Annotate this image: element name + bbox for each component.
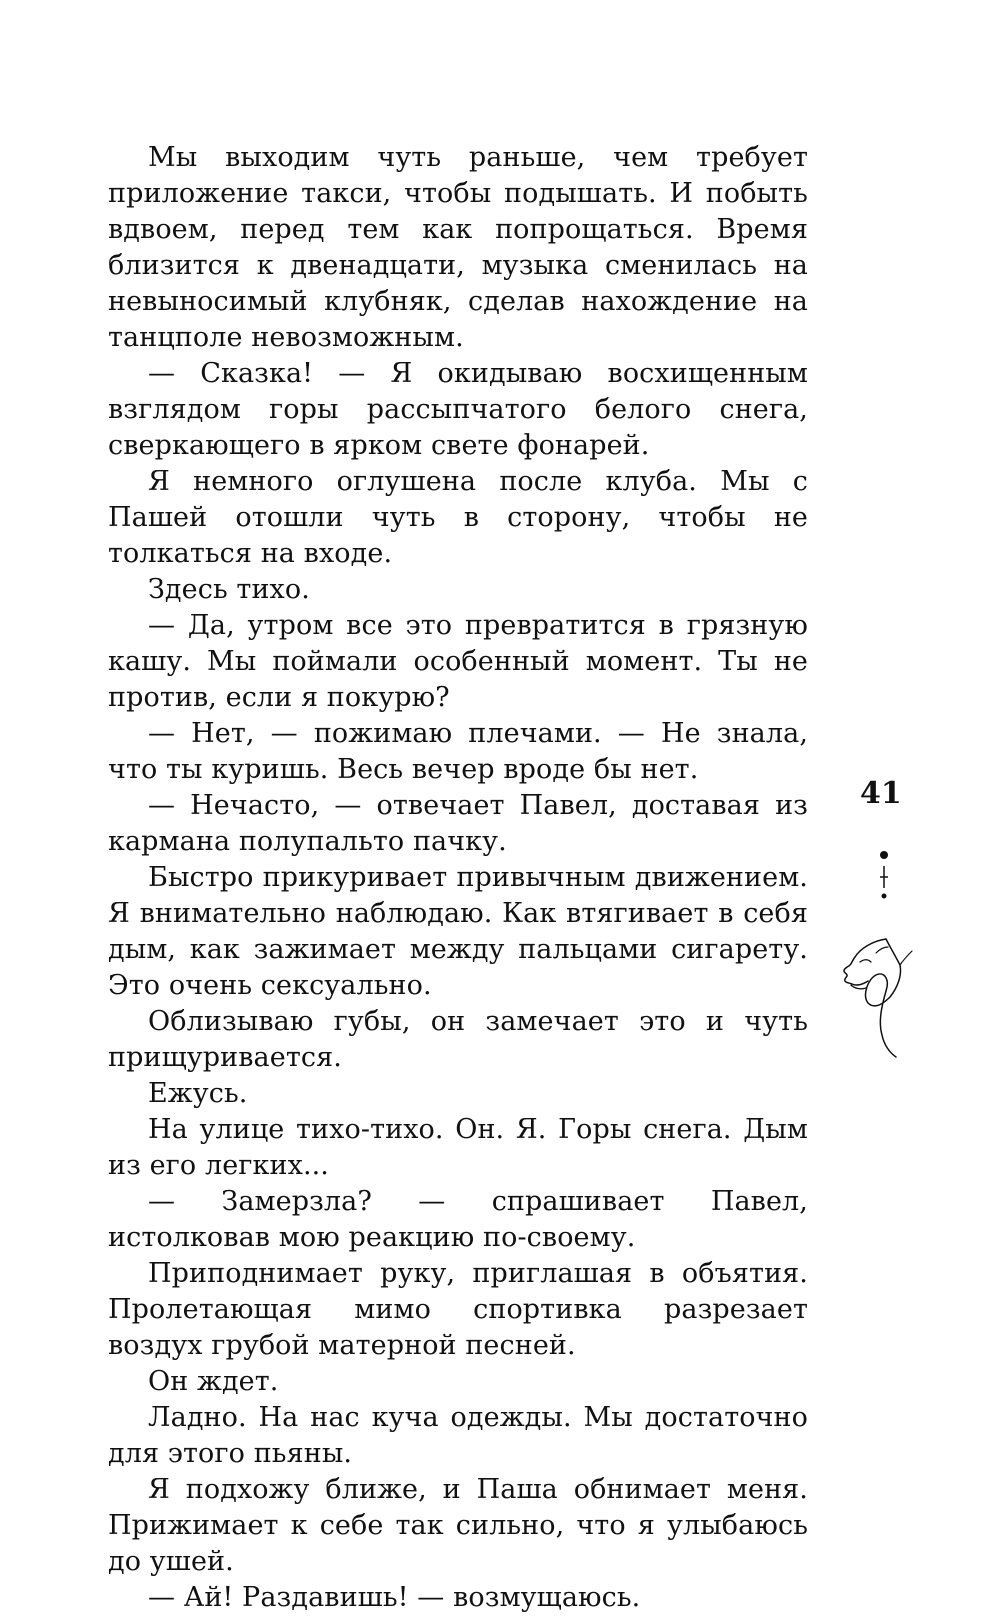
paragraph: — Сказка! — Я окидываю восхищенным взглядом горы рассыпчатого белого снега, сверкающего в ярком свете фонарей.: [108, 358, 808, 461]
page-number: 41: [860, 776, 902, 811]
paragraph: Мы выходим чуть раньше, чем требует приложение такси, чтобы подышать. И побыть вдвоем, перед тем как попрощаться. Время близится к двенадцати, музыка сменилась на невыносимый клубняк, сделав нахождение на танцполе невозможным.: [108, 142, 808, 353]
dot-ornament-icon: [874, 850, 894, 900]
paragraph: — Ай! Раздавишь! — возмущаюсь.: [148, 1582, 641, 1613]
paragraph: Облизываю губы, он замечает это и чуть прищуривается.: [108, 1006, 808, 1073]
paragraph: — Замерзла? — спрашивает Павел, истолковав мою реакцию по-своему.: [108, 1186, 808, 1253]
paragraph: — Нечасто, — отвечает Павел, доставая из кармана полупальто пачку.: [108, 790, 808, 857]
paragraph: Ежусь.: [148, 1078, 248, 1109]
paragraph: Здесь тихо.: [148, 574, 310, 605]
paragraph: Приподнимает руку, приглашая в объятия. Пролетающая мимо спортивка разрезает воздух грубой матерной песней.: [108, 1258, 808, 1361]
paragraph: — Нет, — пожимаю плечами. — Не знала, что ты куришь. Весь вечер вроде бы нет.: [108, 718, 808, 785]
body-text: [108, 140, 808, 1616]
paragraph: Я подхожу ближе, и Паша обнимает меня. Прижимает к себе так сильно, что я улыбаюсь до ушей.: [108, 1474, 808, 1577]
paragraph: Ладно. На нас куча одежды. Мы достаточно для этого пьяны.: [108, 1402, 808, 1469]
paragraph: На улице тихо-тихо. Он. Я. Горы снега. Дым из его легких...: [108, 1114, 808, 1181]
paragraph: Быстро прикуривает привычным движением. Я внимательно наблюдаю. Как втягивает в себя дым, как зажимает между пальцами сигарету. Это очень сексуально.: [108, 862, 808, 1001]
paragraph: Я немного оглушена после клуба. Мы с Пашей отошли чуть в сторону, чтобы не толкаться на входе.: [108, 466, 808, 569]
paragraph: Он ждет.: [148, 1366, 279, 1397]
paragraph: — Да, утром все это превратится в грязную кашу. Мы поймали особенный момент. Ты не против, если я покурю?: [108, 610, 808, 713]
face-line-art-icon: [838, 935, 918, 1060]
